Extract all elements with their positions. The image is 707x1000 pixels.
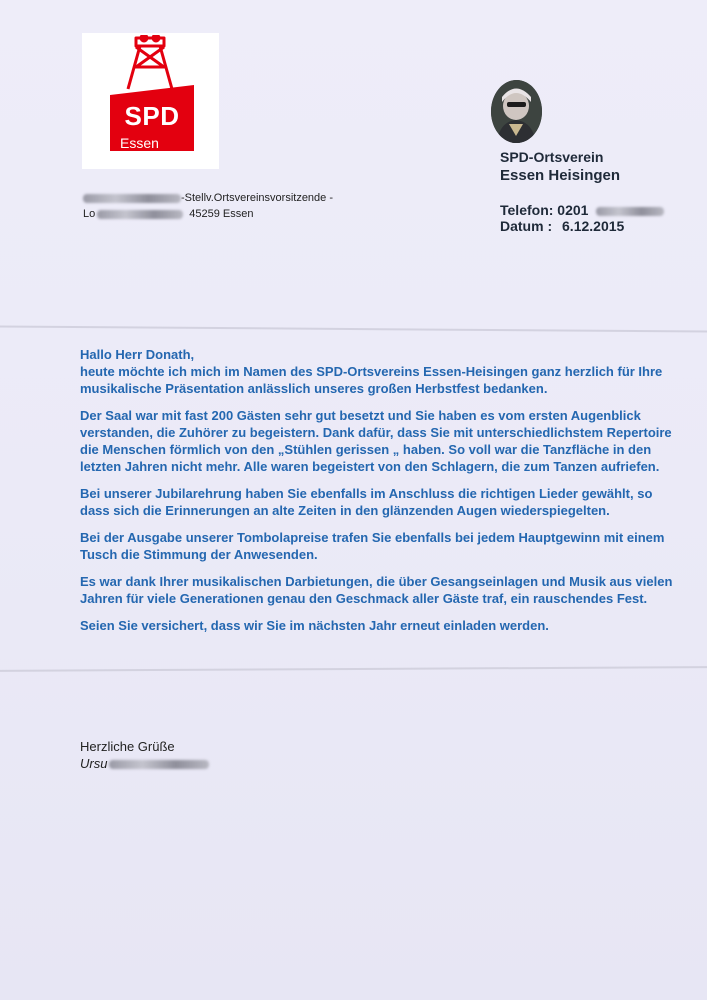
paragraph: Bei unserer Jubilarehrung haben Sie ebenfalls im Anschluss die richtigen Lieder gewählt, so dass sich die Erinnerungen an alte Zeiten in den glänzenden Augen wiederspiegelten. [80, 486, 653, 518]
paper-fold-line [0, 326, 707, 333]
organization-header [500, 148, 620, 186]
portrait-image [491, 80, 542, 143]
paragraph: Seien Sie versichert, dass wir Sie im nächsten Jahr erneut einladen werden. [80, 618, 549, 633]
paragraph: heute möchte ich mich im Namen des SPD-Ortsvereins Essen-Heisingen ganz herzlich für Ihre musikalische Präsentation anlässlich unseres großen Herbstfest bedanken. [80, 364, 663, 396]
logo-party-text: SPD [124, 101, 180, 131]
portrait-photo [491, 80, 542, 143]
signature-prefix: Ursu [80, 756, 108, 771]
spd-essen-logo [82, 33, 219, 169]
date-value: 6.12.2015 [562, 218, 625, 234]
paragraph: Der Saal war mit fast 200 Gästen sehr gut besetzt und Sie haben es vom ersten Augenblick verstanden, die Zuhörer zu begeistern. Dank dafür, dass Sie mit unterschiedlichstem Repertoire die Menschen förmlich von den „Stühlen gerissen „ haben. So voll war die Tanzfläche in den letzten Jahren nicht mehr. Alle waren begeistert von den Schlagern, die zum Tanzen aufriefen. [80, 408, 672, 474]
organization-name: SPD-Ortsverein [500, 149, 604, 165]
redacted-phone [596, 207, 664, 216]
logo-city-text: Essen [120, 135, 159, 151]
sender-street-row [83, 206, 333, 222]
sender-name-row [83, 190, 333, 206]
sender-role: -Stellv.Ortsvereinsvorsitzende - [181, 192, 334, 204]
closing-greeting: Herzliche Grüße [80, 739, 175, 754]
organization-location: Essen Heisingen [500, 167, 621, 184]
paper-fold-line [0, 666, 707, 672]
redacted-signature [109, 760, 209, 769]
redacted-street [97, 210, 183, 219]
signature [80, 755, 209, 772]
date-row [500, 218, 664, 234]
paragraph: Es war dank Ihrer musikalischen Darbietungen, die über Gesangseinlagen und Musik aus vielen Jahren für viele Generationen genau den Geschmack aller Gäste traf, ein rauschendes Fest. [80, 574, 673, 606]
closing-block [80, 738, 209, 772]
colliery-headframe-icon [118, 35, 188, 91]
date-label: Datum : [500, 218, 553, 234]
phone-row [500, 202, 664, 218]
paragraph: Bei der Ausgabe unserer Tombolapreise trafen Sie ebenfalls bei jedem Hauptgewinn mit einem Tusch die Stimmung der Anwesenden. [80, 530, 665, 562]
contact-block [500, 202, 664, 234]
sender-city: 45259 Essen [189, 208, 254, 220]
letter-body [80, 346, 680, 644]
sender-address [83, 190, 333, 222]
redacted-name [83, 194, 181, 203]
phone-label: Telefon: 0201 [500, 202, 589, 218]
sender-street-prefix: Lo [83, 208, 96, 220]
salutation: Hallo Herr Donath, [80, 347, 195, 362]
